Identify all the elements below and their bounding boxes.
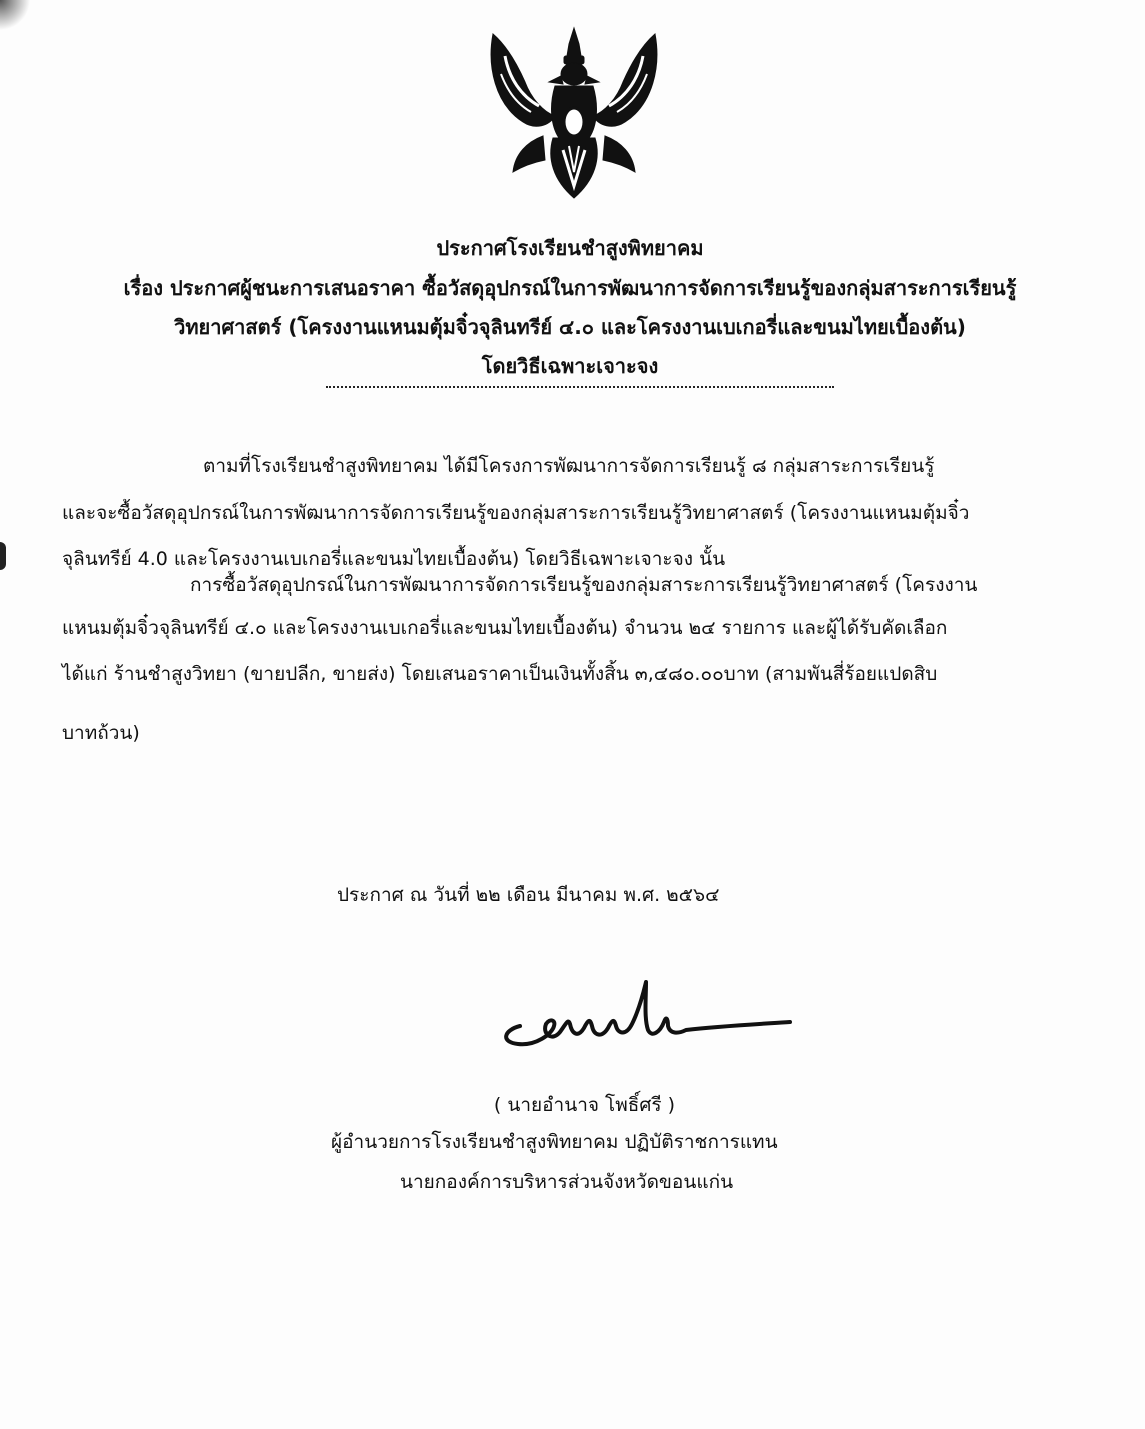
body-line: บาทถ้วน) [62, 722, 140, 744]
body-line: การซื้อวัสดุอุปกรณ์ในการพัฒนาการจัดการเรียนรู้ของกลุ่มสาระการเรียนรู้วิทยาศาสตร์ (โครงงาน [190, 574, 978, 596]
body-line: ตามที่โรงเรียนชำสูงพิทยาคม ได้มีโครงการพัฒนาการจัดการเรียนรู้ ๘ กลุ่มสาระการเรียนรู้ [203, 455, 935, 477]
body-line: จุลินทรีย์ 4.0 และโครงงานเบเกอรี่และขนมไทยเบื้องต้น) โดยวิธีเฉพาะเจาะจง นั้น [62, 548, 726, 570]
dotted-divider [326, 386, 834, 388]
body-line: ได้แก่ ร้านชำสูงวิทยา (ขายปลีก, ขายส่ง) โดยเสนอราคาเป็นเงินทั้งสิ้น ๓,๔๘๐.๐๐บาท (สามพันสี่ร้อยแปดสิบ [62, 663, 938, 685]
announcement-subject-continued: วิทยาศาสตร์ (โครงงานแหนมตุ้มจิ๋วจุลินทรีย์ ๔.๐ และโครงงานเบเกอรี่และขนมไทยเบื้องต้น) [174, 315, 966, 339]
body-line: และจะซื้อวัสดุอุปกรณ์ในการพัฒนาการจัดการเรียนรู้ของกลุ่มสาระการเรียนรู้วิทยาศาสตร์ (โครงงานแหนมตุ้มจิ๋ว [62, 502, 970, 524]
announcement-title: ประกาศโรงเรียนชำสูงพิทยาคม [436, 236, 704, 260]
handwritten-signature [490, 978, 795, 1058]
signatory-name-row [0, 1090, 1145, 1120]
scan-corner-shadow [0, 0, 40, 40]
announcement-method: โดยวิธีเฉพาะเจาะจง [481, 354, 659, 378]
body-line: แหนมตุ้มจิ๋วจุลินทรีย์ ๔.๐ และโครงงานเบเกอรี่และขนมไทยเบื้องต้น) จำนวน ๒๔ รายการ และผู้ได้รับคัดเลือก [62, 617, 948, 639]
announcement-date: ประกาศ ณ วันที่ ๒๒ เดือน มีนาคม พ.ศ. ๒๕๖๔ [337, 884, 720, 906]
signatory-position-continued: นายกองค์การบริหารส่วนจังหวัดขอนแก่น [400, 1171, 734, 1193]
signatory-position: ผู้อำนวยการโรงเรียนชำสูงพิทยาคม ปฏิบัติราชการแทน [331, 1131, 778, 1153]
announcement-subject: เรื่อง ประกาศผู้ชนะการเสนอราคา ซื้อวัสดุอุปกรณ์ในการพัฒนาการจัดการเรียนรู้ของกลุ่มสาระการเรียนรู้ [123, 276, 1017, 300]
signatory-name: ( นายอำนาจ โพธิ์ศรี ) [493, 1094, 676, 1116]
garuda-emblem-icon [483, 26, 665, 200]
scan-edge-mark [0, 542, 6, 570]
